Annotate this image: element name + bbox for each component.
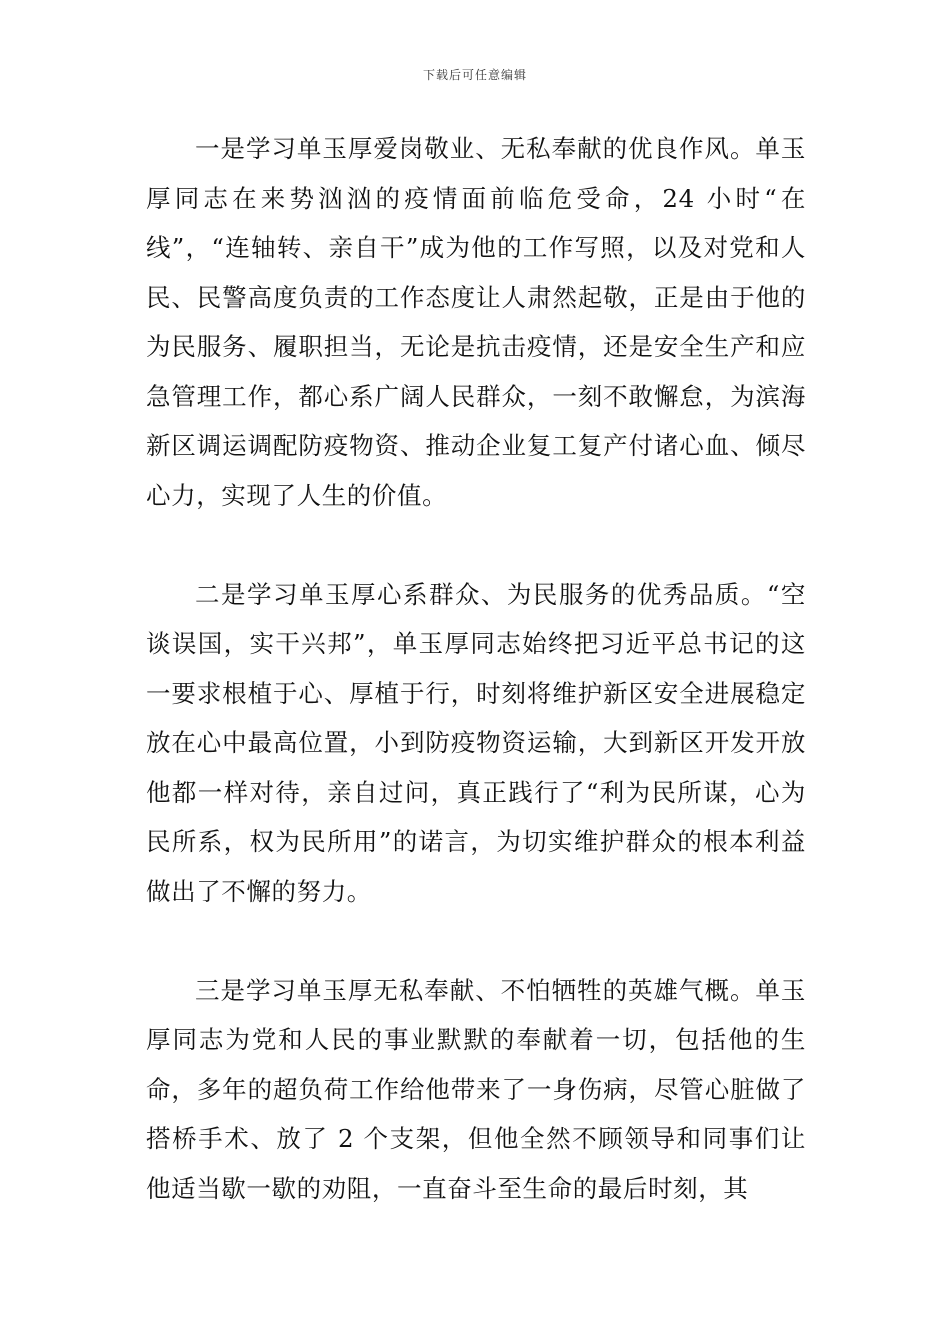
header-note: 下载后可任意编辑: [422, 68, 527, 82]
paragraph-1: 一是学习单玉厚爱岗敬业、无私奉献的优良作风。单玉厚同志在来势汹汹的疫情面前临危受命，24 小时“在线”，“连轴转、亲自干”成为他的工作写照，以及对党和人民、民警高度负责的工作态度让人肃然起敬，正是由于他的为民服务、履职担当，无论是抗击疫情，还是安全生产和应急管理工作，都心系广阔人民群众，一刻不敢懈怠，为滨海新区调运调配防疫物资、推动企业复工复产付诸心血、倾尽心力，实现了人生的价值。: [146, 134, 806, 510]
document-body: [146, 124, 806, 1213]
paragraph-3: 三是学习单玉厚无私奉献、不怕牺牲的英雄气概。单玉厚同志为党和人民的事业默默的奉献着一切，包括他的生命，多年的超负荷工作给他带来了一身伤病，尽管心脏做了搭桥手术、放了 2 个支架，但他全然不顾领导和同事们让他适当歇一歇的劝阻，一直奋斗至生命的最后时刻，其: [146, 975, 806, 1203]
paragraph-2: 二是学习单玉厚心系群众、为民服务的优秀品质。“空谈误国，实干兴邦”，单玉厚同志始终把习近平总书记的这一要求根植于心、厚植于行，时刻将维护新区安全进展稳定放在心中最高位置，小到防疫物资运输，大到新区开发开放他都一样对待，亲自过问，真正践行了“利为民所谋，心为民所系，权为民所用”的诺言，为切实维护群众的根本利益做出了不懈的努力。: [146, 579, 806, 906]
